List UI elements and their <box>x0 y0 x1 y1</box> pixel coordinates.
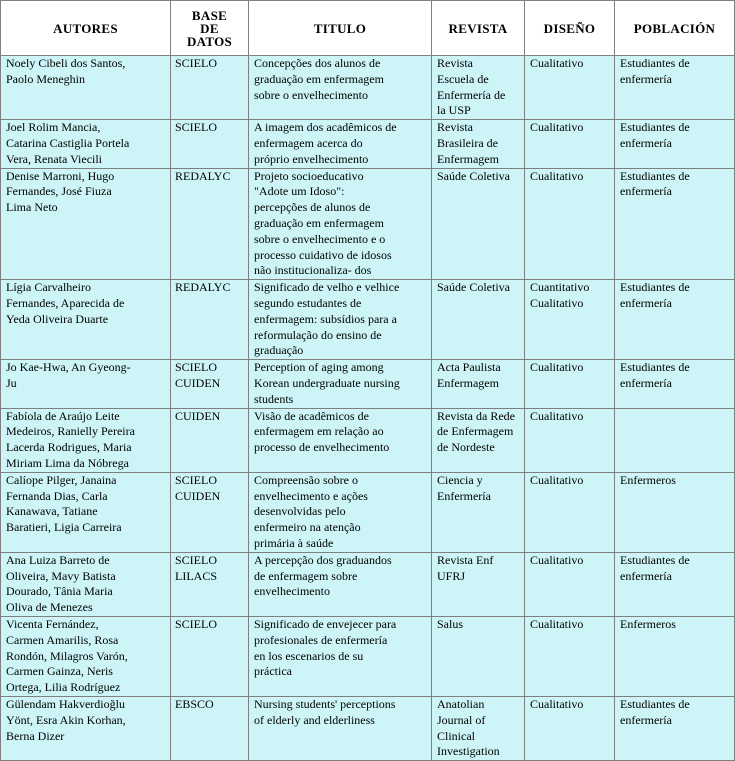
cell-titulo-line: envelhecimento e ações <box>254 488 368 503</box>
cell-titulo-line: A percepção dos graduandos <box>254 552 392 567</box>
cell-titulo-line: Significado de velho e velhice <box>254 280 400 295</box>
cell-poblacion <box>615 408 735 472</box>
cell-poblacion-line: Estudiantes de <box>620 168 690 183</box>
cell-diseno-line: Cualitativo <box>530 616 584 631</box>
cell-titulo <box>249 280 432 360</box>
cell-diseno-line: Cualitativo <box>530 360 584 375</box>
cell-poblacion-line: Estudiantes de <box>620 696 690 711</box>
cell-poblacion-line: Estudiantes de <box>620 280 690 295</box>
cell-autores-line: Oliveira, Mavy Batista <box>6 568 116 583</box>
cell-diseno <box>525 472 615 552</box>
cell-poblacion-line: Estudiantes de <box>620 120 690 135</box>
cell-titulo <box>249 696 432 760</box>
cell-revista-line: Acta Paulista <box>437 360 501 375</box>
cell-poblacion-line: Estudiantes de <box>620 56 690 70</box>
cell-revista <box>432 280 525 360</box>
cell-diseno-line: Cualitativo <box>530 408 584 423</box>
cell-base-de-datos <box>171 56 249 120</box>
cell-titulo-line: Nursing students' perceptions <box>254 696 396 711</box>
cell-revista <box>432 408 525 472</box>
cell-diseno <box>525 408 615 472</box>
cell-poblacion <box>615 696 735 760</box>
cell-revista <box>432 120 525 168</box>
cell-revista <box>432 472 525 552</box>
cell-diseno <box>525 280 615 360</box>
table-row <box>1 408 735 472</box>
cell-poblacion-line: Enfermeros <box>620 616 676 631</box>
cell-titulo-line: en los escenarios de su <box>254 648 364 663</box>
cell-titulo-line: A imagem dos acadêmicos de <box>254 120 397 135</box>
cell-revista-line: de Enfermagem <box>437 424 514 439</box>
cell-titulo-line: processo de envelhecimento <box>254 440 390 455</box>
cell-titulo-line: próprio envelhecimento <box>254 151 369 166</box>
cell-base-de-datos-line: REDALYC <box>175 280 231 295</box>
cell-titulo-line: primária à saúde <box>254 535 334 550</box>
cell-revista-line: UFRJ <box>437 568 466 583</box>
cell-titulo-line: graduação <box>254 343 304 358</box>
cell-revista <box>432 696 525 760</box>
cell-autores-line: Paolo Meneghin <box>6 71 85 86</box>
cell-autores-line: Yönt, Esra Akin Korhan, <box>6 712 126 727</box>
cell-base-de-datos <box>171 120 249 168</box>
cell-diseno-line: Cualitativo <box>530 56 584 70</box>
cell-autores-line: Carmen Amarilis, Rosa <box>6 632 119 647</box>
cell-poblacion-line: enfermería <box>620 135 672 150</box>
cell-diseno-line: Cualitativo <box>530 552 584 567</box>
cell-autores-line: Calíope Pilger, Janaina <box>6 472 117 487</box>
cell-revista <box>432 552 525 616</box>
cell-base-de-datos <box>171 168 249 280</box>
cell-base-de-datos <box>171 472 249 552</box>
header-base-line2: DE <box>200 20 219 36</box>
cell-titulo-line: não institucionaliza- dos <box>254 263 372 278</box>
cell-autores-line: Fernandes, José Fiuza <box>6 184 112 199</box>
cell-autores-line: Kanawava, Tatiane <box>6 504 98 519</box>
cell-base-de-datos-line: CUIDEN <box>175 408 221 423</box>
cell-titulo-line: Projeto socioeducativo <box>254 168 364 183</box>
cell-revista-line: Enfermagem <box>437 375 499 390</box>
table-row <box>1 552 735 616</box>
cell-poblacion <box>615 280 735 360</box>
cell-base-de-datos <box>171 616 249 696</box>
header-base-de-datos <box>171 1 249 56</box>
cell-autores-line: Gülendam Hakverdioğlu <box>6 696 125 711</box>
cell-autores-line: Medeiros, Ranielly Pereira <box>6 424 135 439</box>
cell-base-de-datos-line: SCIELO <box>175 472 217 487</box>
cell-titulo-line: enfermagem acerca do <box>254 135 363 150</box>
table-body <box>1 56 735 761</box>
cell-titulo-line: enfermagem em relação ao <box>254 424 384 439</box>
cell-titulo-line: enfermeiro na atenção <box>254 520 361 535</box>
cell-base-de-datos-line: SCIELO <box>175 360 217 375</box>
cell-titulo-line: "Adote um Idoso": <box>254 184 345 199</box>
cell-autores <box>1 56 171 120</box>
cell-titulo-line: de enfermagem sobre <box>254 568 358 583</box>
cell-diseno <box>525 120 615 168</box>
cell-autores-line: Vicenta Fernández, <box>6 616 99 631</box>
cell-titulo-line: Perception of aging among <box>254 360 384 375</box>
cell-titulo <box>249 56 432 120</box>
table-row <box>1 120 735 168</box>
cell-autores-line: Denise Marroni, Hugo <box>6 168 115 183</box>
cell-revista <box>432 168 525 280</box>
cell-poblacion <box>615 552 735 616</box>
cell-autores-line: Berna Dizer <box>6 728 65 743</box>
cell-revista-line: Revista da Rede <box>437 408 515 423</box>
cell-autores <box>1 408 171 472</box>
cell-diseno <box>525 616 615 696</box>
cell-diseno <box>525 56 615 120</box>
cell-titulo-line: reformulação do ensino de <box>254 327 382 342</box>
cell-titulo-line: processo cuidativo de idosos <box>254 247 392 262</box>
cell-diseno <box>525 360 615 408</box>
cell-revista-line: Enfermagem <box>437 151 499 166</box>
cell-diseno-line: Cualitativo <box>530 120 584 135</box>
cell-autores <box>1 696 171 760</box>
cell-autores <box>1 120 171 168</box>
cell-diseno <box>525 696 615 760</box>
table-row <box>1 56 735 120</box>
cell-base-de-datos-line: LILACS <box>175 568 217 583</box>
cell-revista-line: Clinical <box>437 728 475 743</box>
cell-autores-line: Carmen Gainza, Neris <box>6 664 113 679</box>
cell-titulo-line: Visão de acadêmicos de <box>254 408 369 423</box>
cell-titulo-line: profesionales de enfermería <box>254 632 388 647</box>
cell-autores-line: Ortega, Lilia Rodríguez <box>6 680 121 695</box>
cell-poblacion <box>615 472 735 552</box>
table-row <box>1 168 735 280</box>
cell-poblacion <box>615 616 735 696</box>
cell-titulo-line: enfermagem: subsídios para a <box>254 311 397 326</box>
cell-autores-line: Ana Luiza Barreto de <box>6 552 110 567</box>
cell-diseno-line: Cualitativo <box>530 696 584 711</box>
header-base-line1: BASE <box>191 7 228 23</box>
cell-autores-line: Fernandes, Aparecida de <box>6 295 125 310</box>
cell-poblacion-line: Estudiantes de <box>620 360 690 375</box>
cell-titulo-line: práctica <box>254 664 292 679</box>
cell-poblacion <box>615 360 735 408</box>
cell-autores-line: Fernanda Dias, Carla <box>6 488 108 503</box>
cell-base-de-datos-line: SCIELO <box>175 552 217 567</box>
cell-titulo-line: sobre o envelhecimento e o <box>254 231 386 246</box>
cell-autores-line: Fabíola de Araújo Leite <box>6 408 120 423</box>
header-revista: REVISTA <box>432 1 525 56</box>
cell-revista-line: la USP <box>437 103 471 118</box>
cell-revista-line: Saúde Coletiva <box>437 168 510 183</box>
cell-autores <box>1 616 171 696</box>
cell-revista-line: Anatolian <box>437 696 485 711</box>
cell-titulo <box>249 168 432 280</box>
cell-titulo-line: sobre o envelhecimento <box>254 87 368 102</box>
cell-revista-line: Enfermería <box>437 488 491 503</box>
cell-diseno-line: Cuantitativo <box>530 280 590 295</box>
cell-revista-line: Enfermería de <box>437 87 506 102</box>
cell-autores-line: Lígia Carvalheiro <box>6 280 91 295</box>
cell-titulo-line: desenvolvidas pelo <box>254 504 346 519</box>
cell-titulo-line: of elderly and elderliness <box>254 712 375 727</box>
cell-revista-line: Revista <box>437 120 473 135</box>
cell-titulo-line: Concepções dos alunos de <box>254 56 381 70</box>
cell-poblacion-line: enfermería <box>620 712 672 727</box>
cell-autores-line: Vera, Renata Viecili <box>6 151 103 166</box>
cell-revista-line: de Nordeste <box>437 440 495 455</box>
cell-titulo-line: percepções de alunos de <box>254 200 371 215</box>
cell-titulo <box>249 360 432 408</box>
cell-revista-line: Brasileira de <box>437 135 498 150</box>
cell-titulo <box>249 472 432 552</box>
cell-diseno-line: Cualitativo <box>530 295 584 310</box>
cell-revista-line: Investigation <box>437 744 500 759</box>
cell-revista <box>432 56 525 120</box>
cell-autores-line: Yeda Oliveira Duarte <box>6 311 109 326</box>
cell-autores-line: Rondón, Milagros Varón, <box>6 648 128 663</box>
cell-base-de-datos-line: SCIELO <box>175 120 217 135</box>
table-row <box>1 616 735 696</box>
cell-base-de-datos <box>171 408 249 472</box>
cell-titulo <box>249 408 432 472</box>
cell-autores-line: Miriam Lima da Nóbrega <box>6 455 129 470</box>
cell-revista <box>432 360 525 408</box>
cell-diseno <box>525 168 615 280</box>
cell-poblacion-line: Estudiantes de <box>620 552 690 567</box>
cell-revista-line: Escuela de <box>437 71 489 86</box>
cell-revista-line: Revista Enf <box>437 552 494 567</box>
header-poblacion: POBLACIÓN <box>615 1 735 56</box>
cell-autores <box>1 552 171 616</box>
cell-revista-line: Salus <box>437 616 464 631</box>
cell-autores-line: Noely Cibeli dos Santos, <box>6 56 126 70</box>
cell-revista-line: Saúde Coletiva <box>437 280 510 295</box>
cell-revista <box>432 616 525 696</box>
cell-base-de-datos-line: CUIDEN <box>175 488 221 503</box>
cell-autores-line: Oliva de Menezes <box>6 600 93 615</box>
cell-revista-line: Ciencia y <box>437 472 483 487</box>
cell-autores <box>1 360 171 408</box>
cell-base-de-datos-line: SCIELO <box>175 616 217 631</box>
cell-autores <box>1 472 171 552</box>
cell-diseno-line: Cualitativo <box>530 472 584 487</box>
cell-titulo-line: graduação em enfermagem <box>254 71 384 86</box>
cell-base-de-datos <box>171 280 249 360</box>
cell-titulo-line: envelhecimento <box>254 584 330 599</box>
table-row <box>1 360 735 408</box>
cell-poblacion-line: enfermería <box>620 295 672 310</box>
cell-diseno-line: Cualitativo <box>530 168 584 183</box>
cell-autores-line: Ju <box>6 375 17 390</box>
header-diseno: DISEÑO <box>525 1 615 56</box>
header-base-line3: DATOS <box>186 33 233 49</box>
table-row <box>1 280 735 360</box>
cell-poblacion-line: enfermería <box>620 184 672 199</box>
header-titulo: TITULO <box>249 1 432 56</box>
cell-titulo-line: segundo estudantes de <box>254 295 362 310</box>
cell-base-de-datos <box>171 696 249 760</box>
header-autores: AUTORES <box>1 1 171 56</box>
table-row <box>1 472 735 552</box>
cell-titulo-line: Significado de envejecer para <box>254 616 397 631</box>
cell-autores-line: Lima Neto <box>6 200 58 215</box>
cell-poblacion <box>615 168 735 280</box>
cell-autores <box>1 168 171 280</box>
cell-poblacion-line: enfermería <box>620 375 672 390</box>
cell-poblacion-line: enfermería <box>620 568 672 583</box>
cell-titulo <box>249 120 432 168</box>
cell-autores-line: Jo Kae-Hwa, An Gyeong- <box>6 360 131 375</box>
header-row <box>1 1 735 56</box>
cell-revista-line: Journal of <box>437 712 486 727</box>
cell-titulo <box>249 616 432 696</box>
cell-poblacion <box>615 120 735 168</box>
cell-base-de-datos <box>171 552 249 616</box>
cell-autores-line: Lacerda Rodrigues, Maria <box>6 440 132 455</box>
cell-titulo-line: students <box>254 391 294 406</box>
cell-base-de-datos-line: REDALYC <box>175 168 231 183</box>
cell-diseno <box>525 552 615 616</box>
cell-poblacion <box>615 56 735 120</box>
cell-base-de-datos-line: SCIELO <box>175 56 217 70</box>
cell-autores-line: Catarina Castiglia Portela <box>6 135 130 150</box>
cell-titulo-line: Korean undergraduate nursing <box>254 375 400 390</box>
cell-autores-line: Joel Rolim Mancia, <box>6 120 101 135</box>
cell-titulo-line: graduação em enfermagem <box>254 215 384 230</box>
cell-autores-line: Baratieri, Ligia Carreira <box>6 520 122 535</box>
cell-autores-line: Dourado, Tânia Maria <box>6 584 113 599</box>
cell-titulo <box>249 552 432 616</box>
cell-base-de-datos-line: CUIDEN <box>175 375 221 390</box>
cell-base-de-datos <box>171 360 249 408</box>
cell-titulo-line: Compreensão sobre o <box>254 472 358 487</box>
cell-poblacion-line: Enfermeros <box>620 472 676 487</box>
cell-poblacion-line: enfermería <box>620 71 672 86</box>
cell-autores <box>1 280 171 360</box>
cell-revista-line: Revista <box>437 56 473 70</box>
table-row <box>1 696 735 760</box>
cell-base-de-datos-line: EBSCO <box>175 696 214 711</box>
